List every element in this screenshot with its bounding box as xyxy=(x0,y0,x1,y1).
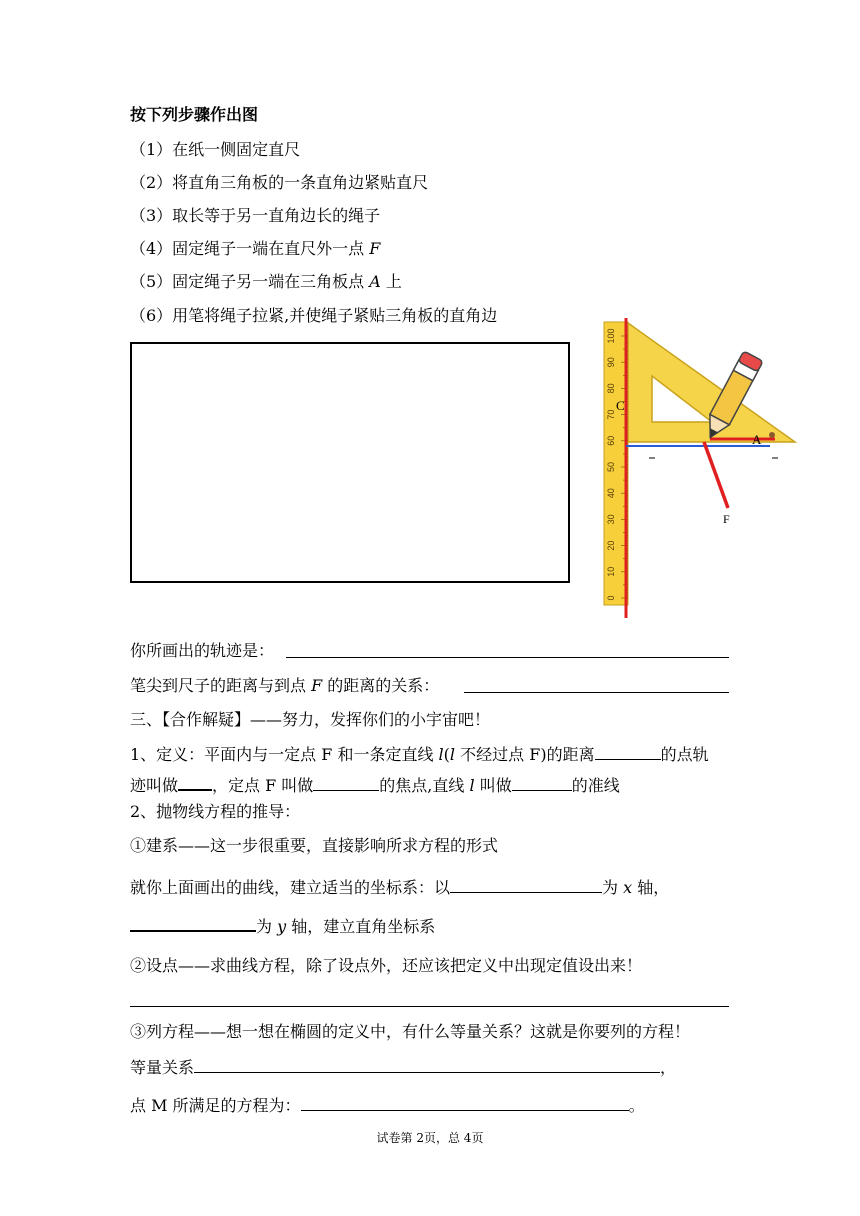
answer-line-relation[interactable] xyxy=(464,691,729,693)
ruler-tick-label: 10 xyxy=(606,566,616,577)
step-2: （2）将直角三角板的一条直角边紧贴直尺 xyxy=(130,173,429,192)
drawing-area[interactable] xyxy=(130,342,570,583)
blank-focus[interactable] xyxy=(313,774,379,791)
string-to-f xyxy=(704,442,728,508)
coordinate-line-1: 就你上面画出的曲线，建立适当的坐标系：以 为 x 轴， xyxy=(130,878,670,897)
step-equation: ③列方程——想一想在椭圆的定义中，有什么等量关系？这就是你要列的方程！ xyxy=(130,1022,691,1041)
blank-x-axis[interactable] xyxy=(450,876,602,893)
step-4: （4）固定绳子一端在直尺外一点 F xyxy=(130,239,381,258)
ruler-tick-label: 50 xyxy=(606,461,616,473)
ruler-tick-label: 30 xyxy=(606,514,616,525)
ruler-tick-label: 90 xyxy=(606,357,616,368)
label-f: F xyxy=(723,512,730,526)
answer-line-set-point[interactable] xyxy=(130,1005,729,1007)
blank-y-axis[interactable] xyxy=(130,914,256,932)
pin-a xyxy=(769,432,775,438)
step-5: （5）固定绳子另一端在三角板点 A 上 xyxy=(130,272,402,291)
derivation-heading: 2、抛物线方程的推导： xyxy=(130,802,301,821)
blank-distance[interactable] xyxy=(595,743,661,760)
q-trajectory: 你所画出的轨迹是： xyxy=(130,641,275,660)
answer-line-trajectory[interactable] xyxy=(286,656,729,658)
step-set-point: ②设点——求曲线方程，除了设点外，还应该把定义中出现定值设出来！ xyxy=(130,956,643,975)
ruler-tick-label: 60 xyxy=(606,435,616,446)
blank-curve-name[interactable] xyxy=(178,773,212,791)
ruler-tick-label: 70 xyxy=(606,409,616,420)
step-6: （6）用笔将绳子拉紧,并使绳子紧贴三角板的直角边 xyxy=(130,306,498,325)
q-relation: 笔尖到尺子的距离与到点 F 的距离的关系： xyxy=(130,676,440,695)
step-coordinate-system: ①建系——这一步很重要，直接影响所求方程的形式 xyxy=(130,836,499,855)
page-footer: 试卷第 2页，总 4页 xyxy=(376,1131,484,1145)
label-c: C xyxy=(616,398,625,413)
equal-relation: 等量关系 ， xyxy=(130,1058,677,1077)
blank-directrix[interactable] xyxy=(512,774,572,791)
ruler-tick-label: 0 xyxy=(606,595,616,601)
blank-equal-relation[interactable] xyxy=(194,1056,660,1073)
blank-equation-m[interactable] xyxy=(301,1094,629,1111)
ruler-triangle-figure xyxy=(600,318,800,628)
coordinate-line-2: 为 y 轴，建立直角坐标系 xyxy=(130,914,435,938)
section-3-heading: 三、【合作解疑】——努力，发挥你们的小宇宙吧！ xyxy=(130,710,491,729)
ruler-tick-label: 80 xyxy=(606,383,616,394)
page-title: 按下列步骤作出图 xyxy=(130,105,259,124)
equation-m: 点 M 所满足的方程为： 。 xyxy=(130,1096,645,1115)
ruler-tick-label: 100 xyxy=(606,328,616,344)
ruler-tick-label: 20 xyxy=(606,540,616,551)
step-3: （3）取长等于另一直角边长的绳子 xyxy=(130,206,381,225)
definition-line-2: 迹叫做 ，定点 F 叫做 的焦点,直线 l 叫做 的准线 xyxy=(130,773,620,797)
label-a: A xyxy=(752,432,762,447)
definition-line-1: 1、定义：平面内与一定点 F 和一条定直线 l(l 不经过点 F)的距离 的点轨 xyxy=(130,745,709,764)
ruler-tick-label: 40 xyxy=(606,488,616,499)
step-1: （1）在纸一侧固定直尺 xyxy=(130,140,301,159)
